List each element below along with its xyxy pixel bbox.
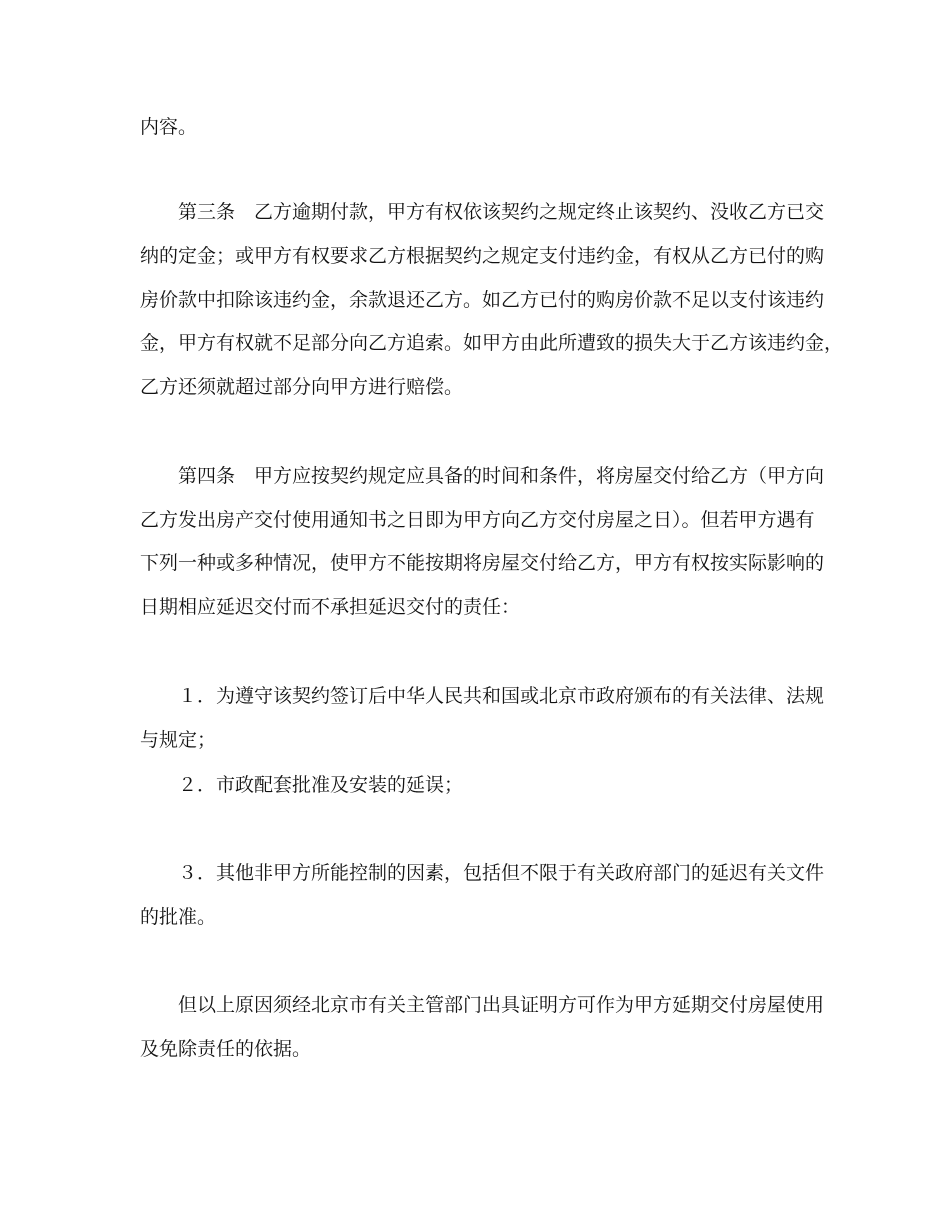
text-line: 下列一种或多种情况，使甲方不能按期将房屋交付给乙方，甲方有权按实际影响的 (140, 552, 825, 574)
text-line: 乙方还须就超过部分向甲方进行赔偿。 (140, 376, 464, 398)
text-line: 的批准。 (140, 906, 217, 928)
text-line: 但以上原因须经北京市有关主管部门出具证明方可作为甲方延期交付房屋使用 (140, 994, 825, 1016)
text-line: 与规定； (140, 729, 217, 751)
text-line: １．为遵守该契约签订后中华人民共和国或北京市政府颁布的有关法律、法规 (140, 685, 825, 707)
text-line: 日期相应延迟交付而不承担延迟交付的责任： (140, 596, 521, 618)
text-line: 第三条 乙方逾期付款，甲方有权依该契约之规定终止该契约、没收乙方已交 (140, 201, 825, 223)
text-line: 内容。 (140, 116, 198, 138)
text-line: 及免除责任的依据。 (140, 1038, 312, 1060)
text-line: 第四条 甲方应按契约规定应具备的时间和条件，将房屋交付给乙方（甲方向 (140, 465, 825, 487)
text-line: ２．市政配套批准及安装的延误； (140, 774, 464, 796)
text-line: 房价款中扣除该违约金，余款退还乙方。如乙方已付的购房价款不足以支付该违约 (140, 289, 825, 311)
text-line: 纳的定金；或甲方有权要求乙方根据契约之规定支付违约金，有权从乙方已付的购 (140, 245, 825, 267)
text-line: 乙方发出房产交付使用通知书之日即为甲方向乙方交付房屋之日）。但若甲方遇有 (140, 509, 815, 531)
text-line: 金，甲方有权就不足部分向乙方追索。如甲方由此所遭致的损失大于乙方该违约金， (140, 332, 844, 354)
text-line: ３．其他非甲方所能控制的因素，包括但不限于有关政府部门的延迟有关文件 (140, 862, 825, 884)
